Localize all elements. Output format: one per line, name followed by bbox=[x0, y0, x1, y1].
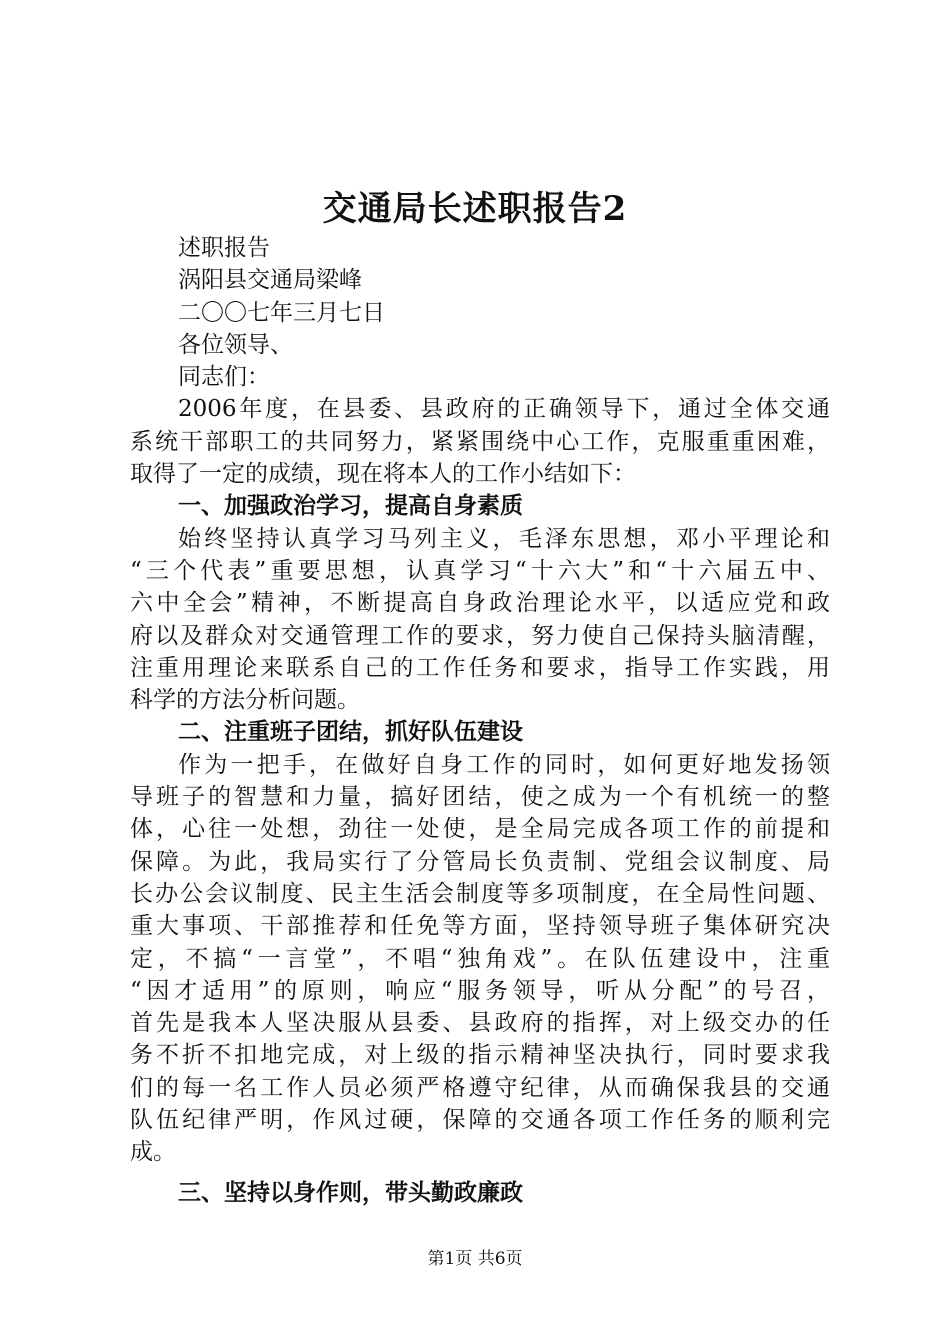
header-line: 述职报告 bbox=[178, 235, 270, 261]
intro-line: 取得了一定的成绩，现在将本人的工作小结如下： bbox=[130, 461, 636, 488]
paragraph-line: 体，心往一处想，劲往一处使，是全局完成各项工作的前提和 bbox=[130, 816, 830, 843]
paragraph-line: 务不折不扣地完成，对上级的指示精神坚决执行，同时要求我 bbox=[130, 1042, 830, 1069]
intro-line: 系统干部职工的共同努力，紧紧围绕中心工作，克服重重困难， bbox=[130, 428, 830, 455]
section-heading: 三、坚持以身作则，带头勤政廉政 bbox=[178, 1179, 523, 1206]
paragraph-line: 长办公会议制度、民主生活会制度等多项制度，在全局性问题、 bbox=[130, 880, 830, 907]
paragraph-line: “因才适用”的原则，响应“服务领导，听从分配”的号召， bbox=[130, 977, 830, 1004]
header-line: 二〇〇七年三月七日 bbox=[178, 299, 385, 326]
document-body bbox=[130, 232, 830, 1209]
paragraph-line: 成。 bbox=[130, 1139, 176, 1166]
paragraph-line: 队伍纪律严明，作风过硬，保障的交通各项工作任务的顺利完 bbox=[130, 1107, 830, 1134]
paragraph-line: 作为一把手，在做好自身工作的同时，如何更好地发扬领 bbox=[178, 751, 830, 778]
paragraph-line: “三个代表”重要思想，认真学习“十六大”和“十六届五中、 bbox=[130, 557, 830, 584]
paragraph-line: 六中全会”精神，不断提高自身政治理论水平，以适应党和政 bbox=[130, 590, 830, 617]
section-heading: 二、注重班子团结，抓好队伍建设 bbox=[178, 719, 523, 746]
document-title: 交通局长述职报告2 bbox=[322, 189, 628, 229]
header-line: 各位领导、 bbox=[178, 331, 293, 358]
page-footer: 第1页 共6页 bbox=[427, 1249, 523, 1269]
header-line: 同志们： bbox=[178, 364, 270, 391]
paragraph-line: 府以及群众对交通管理工作的要求，努力使自己保持头脑清醒， bbox=[130, 622, 830, 649]
paragraph-line: 保障。为此，我局实行了分管局长负责制、党组会议制度、局 bbox=[130, 848, 830, 875]
paragraph-line: 们的每一名工作人员必须严格遵守纪律，从而确保我县的交通 bbox=[130, 1074, 830, 1101]
paragraph-line: 科学的方法分析问题。 bbox=[130, 687, 360, 714]
paragraph-line: 定，不搞“一言堂”，不唱“独角戏”。在队伍建设中，注重 bbox=[130, 945, 830, 972]
paragraph-line: 重大事项、干部推荐和任免等方面，坚持领导班子集体研究决 bbox=[130, 913, 830, 940]
paragraph-line: 注重用理论来联系自己的工作任务和要求，指导工作实践，用 bbox=[130, 654, 830, 681]
paragraph-line: 始终坚持认真学习马列主义，毛泽东思想，邓小平理论和 bbox=[178, 525, 830, 552]
paragraph-line: 导班子的智慧和力量，搞好团结，使之成为一个有机统一的整 bbox=[130, 784, 830, 811]
section-heading: 一、加强政治学习，提高自身素质 bbox=[178, 493, 523, 520]
intro-line: 2006年度，在县委、县政府的正确领导下，通过全体交通 bbox=[178, 396, 830, 423]
paragraph-line: 首先是我本人坚决服从县委、县政府的指挥，对上级交办的任 bbox=[130, 1010, 830, 1037]
header-line: 涡阳县交通局梁峰 bbox=[178, 267, 362, 294]
